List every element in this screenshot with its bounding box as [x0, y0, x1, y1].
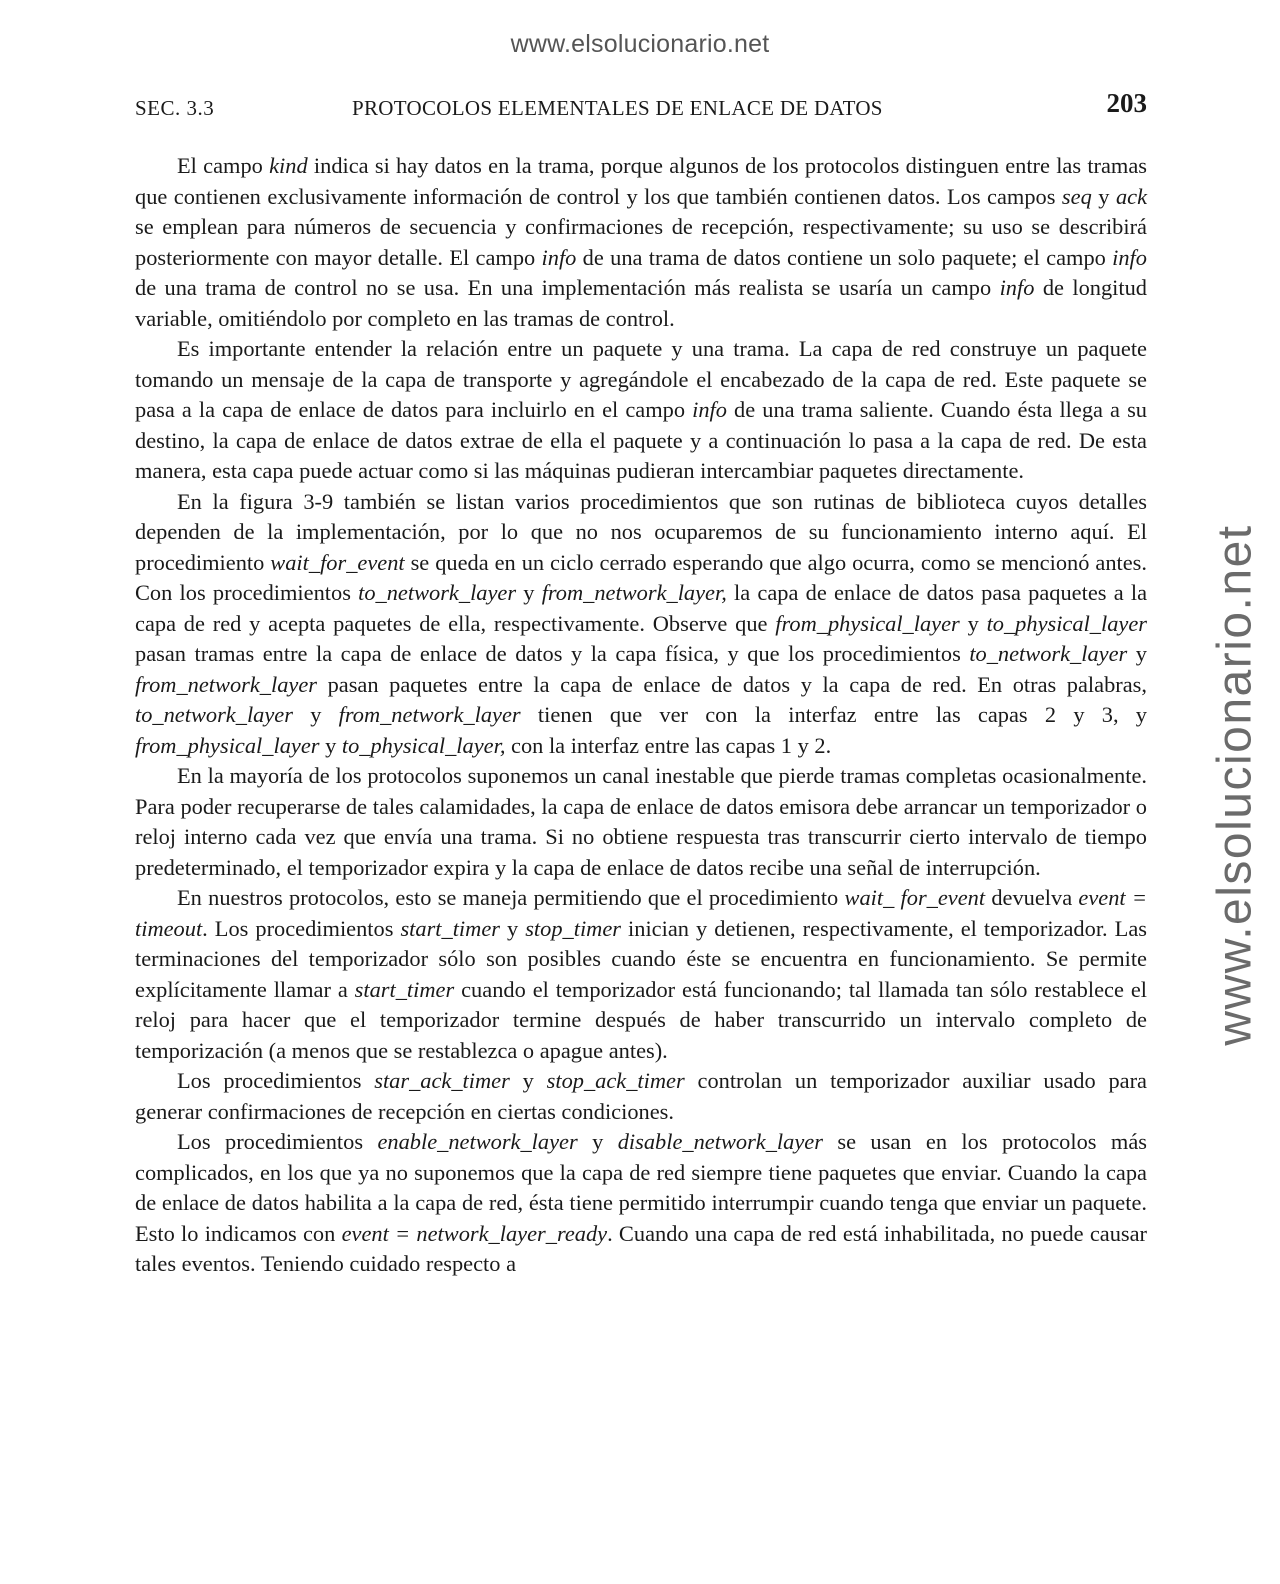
text-run: En nuestros protocolos, esto se maneja permitiendo que el procedimiento — [177, 885, 845, 910]
italic-term: enable_network_layer — [377, 1129, 578, 1154]
text-run: pasan paquetes entre la capa de enlace de datos y la capa de red. En otras palabras, — [317, 671, 1147, 697]
text-run: se queda en un ciclo cerrado esperando que algo ocurra, como se mencionó antes. Con los procedimientos — [135, 549, 1147, 605]
text-run: inician y detienen, respectivamente, el temporizador. Las terminaciones del temporizador sólo son posibles cuando éste se encuentra en funcionamiento. Se permite explícitamente llamar a — [135, 915, 1147, 1002]
text-run: El campo — [177, 153, 270, 178]
text-run: En la mayoría de los protocolos suponemos un canal inestable que pierde tramas completas ocasionalmente. Para poder recuperarse de tales calamidades, la capa de enlace de datos emisora debe arrancar un temporizador o reloj interno cada vez que envía una trama. Si no obtiene respuesta tras transcurrir cierto intervalo de tiempo predeterminado, el temporizador expira y la capa de enlace de datos recibe una señal de interrupción. — [135, 763, 1147, 880]
italic-term: seq — [1061, 183, 1092, 209]
italic-term: ack — [1115, 183, 1148, 209]
italic-term: to_physical_layer, — [341, 732, 506, 758]
text-run: y — [1091, 183, 1116, 209]
italic-term: to_network_layer — [358, 580, 517, 605]
italic-term: stop_ack_timer — [546, 1068, 685, 1093]
italic-term: kind — [269, 153, 308, 178]
paragraph — [135, 487, 1147, 762]
text-run: . Cuando una capa de red está inhabilitada, no puede causar tales eventos. Teniendo cuidado respecto a — [135, 1220, 1147, 1276]
italic-term: info — [999, 275, 1035, 300]
italic-term: from_network_layer — [135, 671, 318, 697]
text-run: cuando el temporizador está funcionando; tal llamada tan sólo restablece el reloj para hacer que el temporizador termine después de haber transcurrido un intervalo completo de temporización (a menos que se restablezca o apague antes). — [135, 976, 1147, 1063]
section-number: SEC. 3.3 — [135, 96, 215, 120]
paragraph — [135, 1127, 1147, 1280]
watermark-top: www.elsolucionario.net — [510, 30, 770, 58]
text-run: y — [959, 610, 987, 636]
paragraph — [135, 883, 1147, 1066]
text-run: y — [509, 1068, 547, 1093]
italic-term: from_network_layer, — [541, 580, 727, 605]
text-run: de una trama de control no se usa. En una implementación más realista se usaría un campo — [135, 275, 1000, 300]
italic-term: disable_network_layer — [617, 1129, 823, 1154]
text-run: . Los procedimientos — [202, 915, 401, 941]
text-run: pasan tramas entre la capa de enlace de datos y la capa física, y que los procedimientos — [135, 641, 970, 666]
italic-term: wait_for_event — [270, 549, 405, 575]
page-number: 203 — [1106, 88, 1147, 118]
italic-term: event = network_layer_ready — [341, 1220, 608, 1246]
italic-term: to_network_layer — [135, 702, 293, 727]
text-run: Los procedimientos — [177, 1068, 375, 1093]
italic-term: start_timer — [400, 915, 500, 941]
italic-term: info — [692, 397, 727, 422]
text-run: Es importante entender la relación entre un paquete y una trama. La capa de red construye un paquete tomando un mensaje de la capa de transporte y agregándole el encabezado de la capa de red. Este paquete se pasa a la capa de enlace de datos para incluirlo en el campo — [135, 336, 1147, 422]
text-run: y — [292, 702, 339, 727]
text-run: con la interfaz entre las capas 1 y 2. — [505, 732, 832, 758]
watermark-side: www.elsolucionario.net — [1208, 524, 1262, 1046]
text-run: devuelva — [985, 885, 1079, 910]
italic-term: stop_timer — [525, 915, 622, 941]
text-run: de una trama saliente. Cuando ésta llega a su destino, la capa de enlace de datos extrae de ella el paquete y a continuación lo pasa a la capa de red. De esta manera, esta capa puede actuar como si las máquinas pudieran intercambiar paquetes directamente. — [135, 397, 1147, 483]
text-run: En la figura 3-9 también se listan varios procedimientos que son rutinas de biblioteca cuyos detalles dependen de la implementación, por lo que no nos ocuparemos de su funcionamiento interno aquí. El procedimiento — [135, 488, 1147, 575]
italic-term: info — [541, 244, 577, 270]
paragraph — [135, 1066, 1147, 1127]
text-run: y — [1127, 641, 1147, 666]
italic-term: event = timeout — [135, 885, 1148, 941]
text-run: Los procedimientos — [177, 1129, 378, 1154]
body-text — [135, 151, 1147, 1280]
text-run: tienen que ver con la interfaz entre las capas 2 y 3, y — [520, 702, 1147, 727]
text-run: se usan en los protocolos más complicados, en los que ya no suponemos que la capa de red siempre tiene paquetes que enviar. Cuando la capa de enlace de datos habilita a la capa de red, ésta tiene permitido interrumpir cuando tenga que enviar un paquete. Esto lo indicamos con — [135, 1129, 1147, 1246]
italic-term: to_network_layer — [969, 641, 1128, 666]
italic-term: info — [1112, 244, 1147, 270]
running-head — [135, 88, 1147, 124]
text-run: y — [516, 580, 542, 605]
text-run: de una trama de datos contiene un solo paquete; el campo — [576, 244, 1113, 270]
italic-term: from_network_layer — [338, 702, 521, 727]
text-run: indica si hay datos en la trama, porque algunos de los protocolos distinguen entre las tramas que contienen exclusivamente información de control y los que también contienen datos. Los campos — [135, 153, 1147, 209]
paragraph — [135, 151, 1147, 334]
italic-term: star_ack_timer — [374, 1068, 510, 1093]
text-run: la capa de enlace de datos pasa paquetes a la capa de red y acepta paquetes de ella, respectivamente. Observe que — [135, 580, 1148, 636]
text-run: controlan un temporizador auxiliar usado para generar confirmaciones de recepción en ciertas condiciones. — [135, 1068, 1147, 1124]
italic-term: to_physical_layer — [986, 610, 1147, 636]
text-run: y — [577, 1129, 618, 1154]
italic-term: start_timer — [354, 976, 455, 1002]
chapter-section-title: PROTOCOLOS ELEMENTALES DE ENLACE DE DATOS — [352, 96, 883, 120]
italic-term: from_physical_layer — [775, 610, 960, 636]
text-run: y — [499, 915, 526, 941]
paragraph — [135, 761, 1147, 883]
italic-term: wait_ for_event — [844, 885, 986, 910]
text-run: se emplean para números de secuencia y confirmaciones de recepción, respectivamente; su uso se describirá posteriormente con mayor detalle. El campo — [135, 214, 1147, 270]
paragraph — [135, 334, 1147, 487]
italic-term: from_physical_layer — [135, 732, 320, 758]
text-run: y — [319, 732, 342, 758]
text-run: de longitud variable, omitiéndolo por completo en las tramas de control. — [135, 275, 1147, 331]
